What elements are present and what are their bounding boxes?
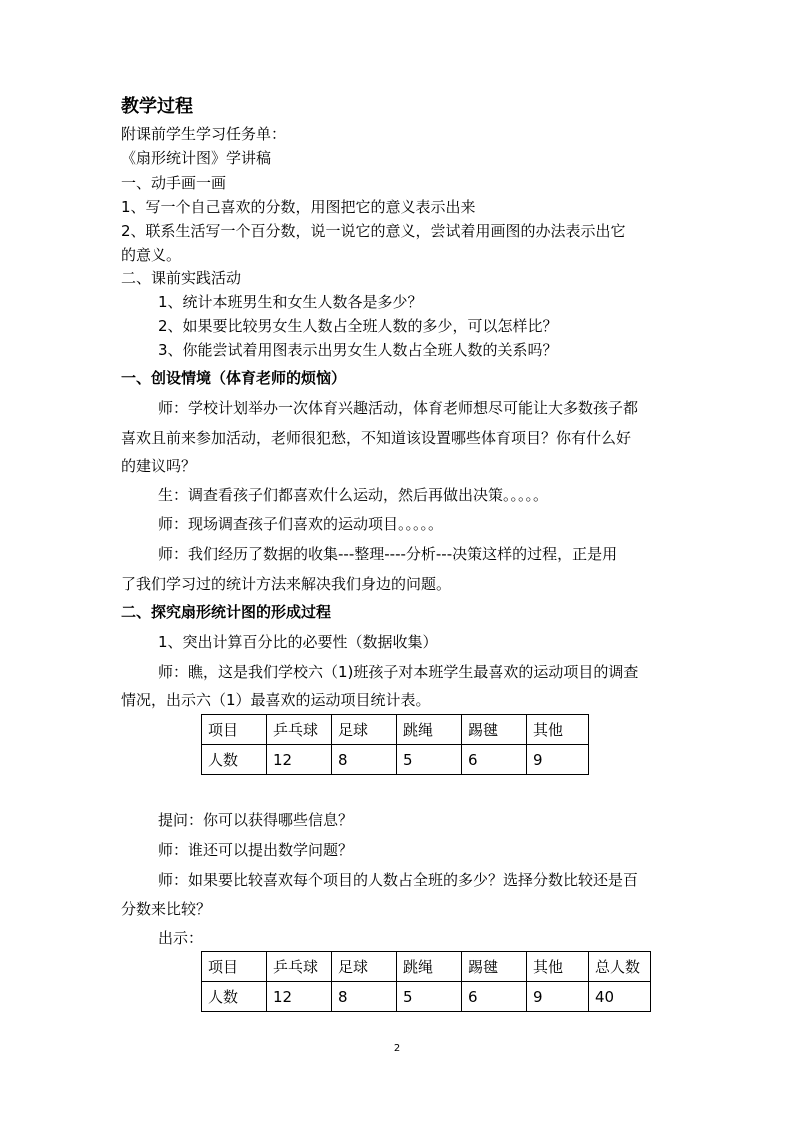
text-line: 2、如果要比较男女生人数占全班人数的多少，可以怎样比？ xyxy=(158,317,558,335)
table-cell: 人数 xyxy=(202,745,267,775)
table-cell: 9 xyxy=(527,745,589,775)
table-cell: 踢毽 xyxy=(462,715,527,745)
text-line: 师：我们经历了数据的收集---整理----分析---决策这样的过程，正是用 xyxy=(158,545,618,563)
text-line: 了我们学习过的统计方法来解决我们身边的问题。 xyxy=(121,575,452,593)
text-line: 1、突出计算百分比的必要性（数据收集） xyxy=(158,633,438,651)
table-cell: 总人数 xyxy=(589,952,651,982)
table-cell: 踢毽 xyxy=(462,952,527,982)
table-row xyxy=(202,982,651,1012)
table-cell: 项目 xyxy=(202,715,267,745)
text-line: 的建议吗？ xyxy=(121,457,197,475)
text-line: 师：瞧，这是我们学校六（1)班孩子对本班学生最喜欢的运动项目的调查 xyxy=(158,663,639,681)
table-header-row xyxy=(202,715,589,745)
text-line: 喜欢且前来参加活动，老师很犯愁，不知道该设置哪些体育项目？你有什么好 xyxy=(121,429,632,447)
text-line: 师：谁还可以提出数学问题？ xyxy=(158,841,354,859)
text-line: 二、课前实践活动 xyxy=(121,269,242,287)
table-cell: 跳绳 xyxy=(397,715,462,745)
table-cell: 乒乓球 xyxy=(267,715,332,745)
text-line: 3、你能尝试着用图表示出男女生人数占全班人数的关系吗？ xyxy=(158,341,558,359)
text-line: 1、统计本班男生和女生人数各是多少？ xyxy=(158,293,423,311)
table-cell: 乒乓球 xyxy=(267,952,332,982)
table-cell: 5 xyxy=(397,745,462,775)
text-line: 情况，出示六（1）最喜欢的运动项目统计表。 xyxy=(121,691,431,709)
subsection-heading: 一、创设情境（体育老师的烦恼） xyxy=(121,369,347,387)
text-line: 《扇形统计图》学讲稿 xyxy=(121,149,272,167)
table-row xyxy=(202,745,589,775)
table-cell: 6 xyxy=(462,745,527,775)
table-cell: 跳绳 xyxy=(397,952,462,982)
text-line: 一、动手画一画 xyxy=(121,174,227,192)
table-cell: 9 xyxy=(527,982,589,1012)
stats-table-2 xyxy=(201,951,651,1012)
table-cell: 其他 xyxy=(527,715,589,745)
text-line: 师：现场调查孩子们喜欢的运动项目。。。。。 xyxy=(158,515,444,533)
subsection-heading: 二、探究扇形统计图的形成过程 xyxy=(121,603,332,621)
text-line: 生：调查看孩子们都喜欢什么运动，然后再做出决策。。。。。 xyxy=(158,486,549,504)
text-line: 1、写一个自己喜欢的分数，用图把它的意义表示出来 xyxy=(121,198,476,216)
table-cell: 12 xyxy=(267,982,332,1012)
section-heading: 教学过程 xyxy=(121,96,193,117)
text-line: 分数来比较？ xyxy=(121,900,212,918)
text-line: 出示： xyxy=(158,929,204,947)
text-line: 附课前学生学习任务单： xyxy=(121,125,287,143)
table-cell: 12 xyxy=(267,745,332,775)
table-cell: 其他 xyxy=(527,952,589,982)
table-cell: 项目 xyxy=(202,952,267,982)
table-cell: 人数 xyxy=(202,982,267,1012)
table-cell: 足球 xyxy=(332,715,397,745)
table-cell: 足球 xyxy=(332,952,397,982)
table-cell: 6 xyxy=(462,982,527,1012)
table-cell: 40 xyxy=(589,982,651,1012)
stats-table-1 xyxy=(201,714,589,775)
text-line: 的意义。 xyxy=(121,246,182,264)
text-line: 提问：你可以获得哪些信息？ xyxy=(158,811,354,829)
table-header-row xyxy=(202,952,651,982)
text-line: 师：如果要比较喜欢每个项目的人数占全班的多少？选择分数比较还是百 xyxy=(158,871,639,889)
table-cell: 8 xyxy=(332,745,397,775)
text-line: 师：学校计划举办一次体育兴趣活动，体育老师想尽可能让大多数孩子都 xyxy=(158,399,639,417)
table-cell: 8 xyxy=(332,982,397,1012)
page-number: 2 xyxy=(393,1043,401,1054)
text-line: 2、联系生活写一个百分数，说一说它的意义，尝试着用画图的办法表示出它 xyxy=(121,222,626,240)
table-cell: 5 xyxy=(397,982,462,1012)
